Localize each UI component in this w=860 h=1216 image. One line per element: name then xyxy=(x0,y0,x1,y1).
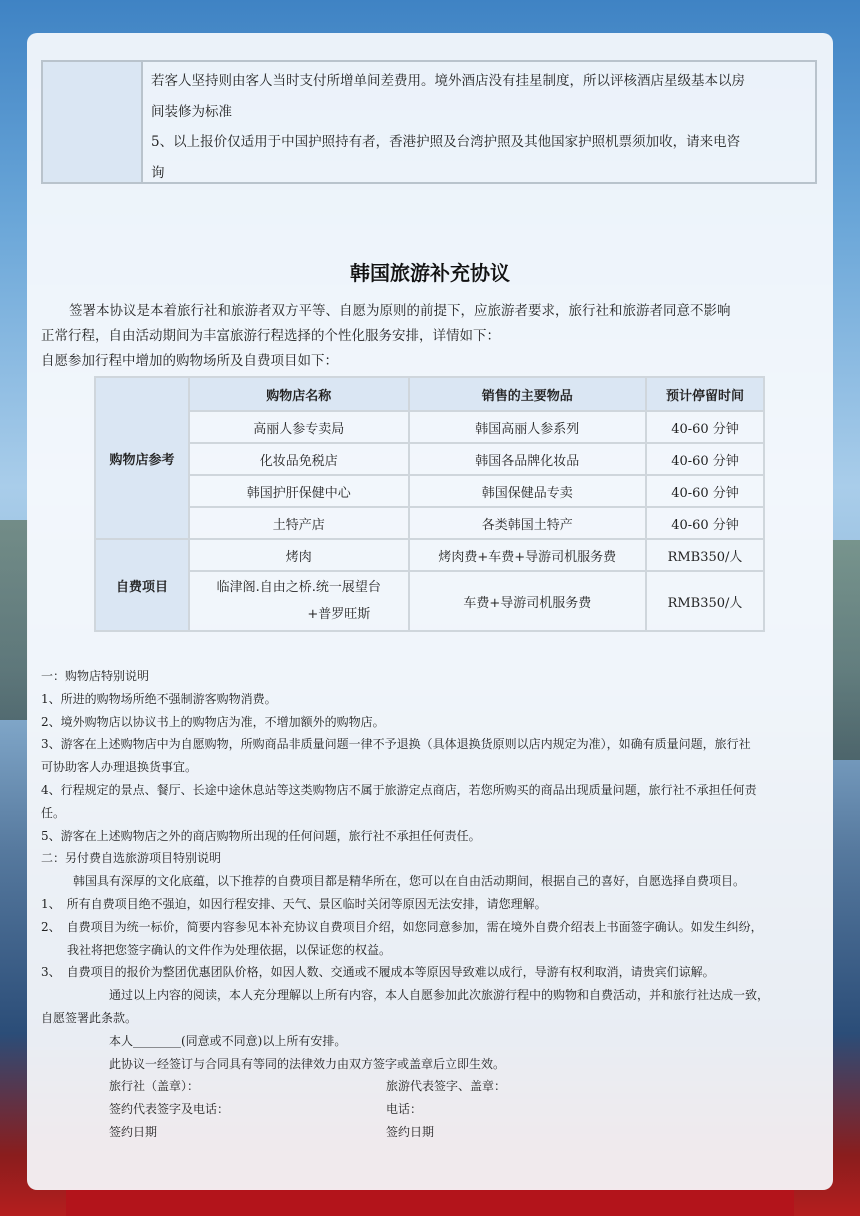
background-scenery-right xyxy=(832,540,860,760)
notes-line: 若客人坚持则由客人当时支付所增单间差费用。境外酒店没有挂星制度，所以评核酒店星级基本以房 xyxy=(151,73,745,89)
shop-name: 韩国护肝保健中心 xyxy=(189,475,409,507)
table-row xyxy=(95,411,764,443)
note-item: 2、境外购物店以协议书上的购物店为准，不增加额外的购物店。 xyxy=(41,714,385,729)
signature-row xyxy=(41,1121,823,1144)
optional-item: 1、 所有自费项目绝不强迫，如因行程安排、天气、景区临时关闭等原因无法安排，请您理解。 xyxy=(41,896,547,911)
shop-time: 40-60 分钟 xyxy=(646,507,764,539)
note-item: 4、行程规定的景点、餐厅、长途中途休息站等这类购物店不属于旅游定点商店，若您所购买的商品出现质量问题，旅行社不承担任何责 xyxy=(41,782,757,797)
tourist-signature-label: 旅游代表签字、盖章： xyxy=(386,1079,507,1094)
header-shop-name: 购物店名称 xyxy=(189,377,409,411)
shop-goods: 韩国高丽人参系列 xyxy=(409,411,646,443)
intro-paragraph-1a: 签署本协议是本着旅行社和旅游者双方平等、自愿为原则的前提下，应旅游者要求，旅行社和旅游者同意不影响 xyxy=(69,303,731,319)
extra-goods: 烤肉费+车费+导游司机服务费 xyxy=(409,539,646,571)
consent-paragraph: 通过以上内容的阅读，本人充分理解以上所有内容，本人自愿参加此次旅游行程中的购物和自费活动，并和旅行社达成一致， xyxy=(109,988,770,1003)
optional-item-cont: 我社将把您签字确认的文件作为处理依据，以保证您的权益。 xyxy=(67,942,392,957)
shop-name: 化妆品免税店 xyxy=(189,443,409,475)
document-page xyxy=(27,33,833,1190)
extra-name: 烤肉 xyxy=(189,539,409,571)
continued-notes-table xyxy=(41,60,817,184)
optional-intro: 韩国具有深厚的文化底蕴，以下推荐的自费项目都是精华所在，您可以在自由活动期间，根据自己的喜好，自愿选择自费项目。 xyxy=(73,874,746,889)
intro-paragraph-2: 自愿参加行程中增加的购物场所及自费项目如下： xyxy=(41,353,338,369)
shop-goods: 韩国保健品专卖 xyxy=(409,475,646,507)
shop-goods: 韩国各品牌化妆品 xyxy=(409,443,646,475)
table-row xyxy=(95,443,764,475)
shop-name: 土特产店 xyxy=(189,507,409,539)
table-row xyxy=(95,475,764,507)
bottom-red-band xyxy=(66,1188,794,1216)
consent-paragraph-cont: 自愿签署此条款。 xyxy=(41,1010,138,1025)
extra-price: RMB350/人 xyxy=(646,539,764,571)
extra-name-line1: 临津阁.自由之桥.统一展望台 xyxy=(216,580,381,595)
intro-paragraph-1b: 正常行程，自由活动期间为丰富旅游行程选择的个性化服务安排，详情如下： xyxy=(41,328,500,344)
agent-signature-phone-label: 签约代表签字及电话： xyxy=(109,1102,230,1117)
shop-name: 高丽人参专卖局 xyxy=(189,411,409,443)
table-row xyxy=(95,571,764,631)
shop-goods: 各类韩国土特产 xyxy=(409,507,646,539)
table-row xyxy=(95,539,764,571)
continued-notes-content xyxy=(143,62,815,182)
note-item: 任。 xyxy=(41,805,66,820)
notes-heading-optional: 二：另付费自选旅游项目特别说明 xyxy=(41,851,222,866)
table-row xyxy=(95,507,764,539)
legal-effect-statement: 此协议一经签订与合同具有等同的法律效力由双方签字或盖章后立即生效。 xyxy=(109,1056,506,1071)
sign-date-label: 签约日期 xyxy=(109,1124,158,1139)
phone-label: 电话： xyxy=(386,1102,423,1117)
note-item: 可协助客人办理退换货事宜。 xyxy=(41,760,198,775)
signature-row xyxy=(41,1098,823,1121)
background-scenery-left xyxy=(0,520,28,720)
extra-price: RMB350/人 xyxy=(646,571,764,631)
notes-line: 间装修为标准 xyxy=(151,103,232,120)
continued-notes-label-cell xyxy=(43,62,143,182)
page-title: 韩国旅游补充协议 xyxy=(350,261,510,285)
signature-row xyxy=(41,1075,823,1098)
optional-item: 2、 自费项目为统一标价，简要内容参见本补充协议自费项目介绍，如您同意参加，需在境外自费介绍表上书面签字确认。如发生纠纷， xyxy=(41,919,763,934)
shopping-and-optional-table xyxy=(94,376,765,632)
notes-line: 询 xyxy=(151,164,165,181)
extra-category-cell: 自费项目 xyxy=(95,539,189,631)
shop-time: 40-60 分钟 xyxy=(646,411,764,443)
note-item: 3、游客在上述购物店中为自愿购物，所购商品非质量问题一律不予退换（具体退换货原则以店内规定为准），如确有质量问题，旅行社 xyxy=(41,737,751,752)
header-stay-time: 预计停留时间 xyxy=(646,377,764,411)
special-notes xyxy=(41,665,823,1144)
extra-goods: 车费+导游司机服务费 xyxy=(409,571,646,631)
intro-text xyxy=(41,299,823,374)
note-item: 5、游客在上述购物店之外的商店购物所出现的任何问题，旅行社不承担任何责任。 xyxy=(41,828,481,843)
sign-date-label-right: 签约日期 xyxy=(386,1124,435,1139)
notes-heading-shopping: 一：购物店特别说明 xyxy=(41,669,150,683)
note-item: 1、所进的购物场所绝不强制游客购物消费。 xyxy=(41,691,277,706)
extra-name-line2: +普罗旺斯 xyxy=(307,607,371,622)
consent-statement: 本人________(同意或不同意)以上所有安排。 xyxy=(109,1033,347,1048)
extra-name-multiline xyxy=(189,571,409,631)
optional-item: 3、 自费项目的报价为整团优惠团队价格，如因人数、交通或不履成本等原因导致难以成行，导游有权利取消，请贵宾们谅解。 xyxy=(41,965,715,980)
shop-time: 40-60 分钟 xyxy=(646,475,764,507)
shop-category-cell: 购物店参考 xyxy=(95,377,189,539)
header-goods: 销售的主要物品 xyxy=(409,377,646,411)
agency-stamp-label: 旅行社（盖章）： xyxy=(109,1079,200,1094)
notes-line: 5、以上报价仅适用于中国护照持有者，香港护照及台湾护照及其他国家护照机票须加收，请来电咨 xyxy=(151,134,741,150)
shop-time: 40-60 分钟 xyxy=(646,443,764,475)
